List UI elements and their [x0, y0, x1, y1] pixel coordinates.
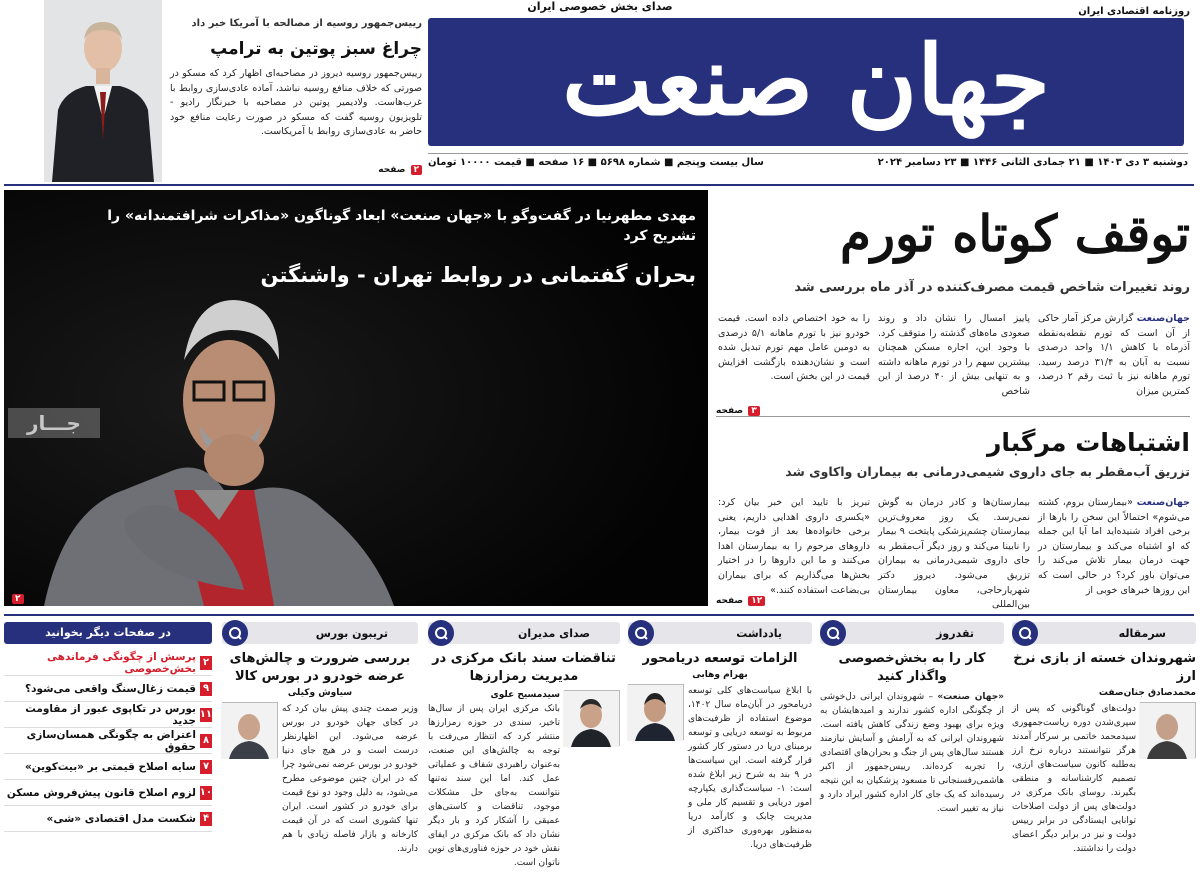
issue-number: سال بیست وپنجم ■ شماره ۵۶۹۸ ■ ۱۶ صفحه ■ قیمت ۱۰۰۰۰ تومان — [428, 157, 764, 168]
note-body: با ابلاغ سیاست‌های کلی توسعه دریامحور در آبان‌ماه سال ۱۴۰۲، موضوع استفاده از ظرفیت‌های مربوط به توسعه دریایی و توسعه برمبنای دریا در دستور کار کشور قرار گرفته است. این سیاست‌ها در ۹ بند به شرح زیر ابلاغ شده است: ۱- سیاست‌گذاری یکپارچه امور دریایی و تقسیم کار ملی و مدیریت چابک و کارآمد دریا به‌منظور بهره‌وری حداکثری از ظرفیت‌های دریا. — [688, 686, 812, 850]
other-pages-item[interactable] — [4, 806, 212, 832]
putin-kicker: رییس‌جمهور روسیه از مصالحه با آمریکا خبر داد — [191, 18, 422, 29]
inflation-col-1-text: گزارش مرکز آمار حاکی از آن است که تورم نقطه‌به‌نقطه آذرماه با کاهش ۱/۱ واحد درصدی نسبت به آبان به ۳۱/۴ درصد رسید. تورم ماهانه نیز با ثبت رقم ۲ درصد، کمترین میزان — [1038, 313, 1190, 397]
putin-photo — [44, 0, 162, 182]
interview-page-ref — [12, 586, 24, 605]
editorial-section-label: سرمقاله — [1118, 626, 1166, 640]
mic-icon — [1012, 620, 1038, 646]
other-pages-item-text: لزوم اصلاح قانون پیش‌فروش مسکن — [6, 786, 196, 799]
editorial-section-head — [1012, 622, 1196, 644]
daily-lead: «جهان صنعت» — [937, 692, 1004, 702]
other-pages-item-page: ۷ — [200, 760, 212, 774]
chemo-subhead: تزریق آب‌مقطر به جای داروی شیمی‌درمانی به بیماران واکاوی شد — [785, 464, 1190, 479]
other-pages-title: در صفحات دیگر بخوانید — [4, 622, 212, 644]
mic-icon — [820, 620, 846, 646]
note-headline[interactable]: الزامات توسعه دریامحور — [642, 651, 798, 666]
other-pages-item[interactable] — [4, 728, 212, 754]
other-pages-item-page: ۲ — [200, 656, 212, 670]
daily-column — [820, 622, 1004, 860]
note-author: بهرام وهابی — [692, 670, 748, 680]
other-pages-item-page: ۸ — [200, 734, 212, 748]
daily-body-block — [820, 690, 1004, 860]
issue-date: دوشنبه ۳ دی ۱۴۰۳ ■ ۲۱ جمادی الثانی ۱۴۴۶ ■ ۲۳ دسامبر ۲۰۲۴ — [877, 157, 1188, 168]
inflation-page-ref — [716, 398, 760, 417]
inflation-page-num: ۳ — [748, 406, 760, 416]
chemo-headline[interactable]: اشتباهات مرگبار — [986, 428, 1190, 457]
editorial-author: محمدصادق جنان‌صفت — [1098, 688, 1196, 698]
bottom-divider — [4, 614, 1194, 616]
other-pages-item-text: بورس در تکاپوی عبور از مقاومت جدید — [25, 702, 196, 727]
other-pages-item[interactable] — [4, 702, 212, 728]
other-pages-item[interactable] — [4, 676, 212, 702]
managers-body: بانک مرکزی ایران پس از سال‌ها تاخیر، سندی در حوزه رمزارزها منتشر کرد که انتظار می‌رفت با توجه به چالش‌های این صنعت، به‌عنوان راهبردی شفاف و عملیاتی عمل کند. اما این سند نه‌تنها نتوانست به‌جای حل مشکلات موجود، تناقضات و کاستی‌های عمیقی را آشکار کرد و بار دیگر نشان داد که بانک مرکزی در ایفای نقش خود در حوزه فناوری‌های نوین ناتوان است. — [428, 704, 560, 868]
note-section-head — [628, 622, 812, 644]
chemo-col-1-text: «بیمارستان بروم، کشته می‌شوم» احتمالاً این سخن را بارها از برخی افراد شنیده‌اید اما آیا این جمله که او اشتباه می‌کند و بیمارستان در جهت درمان بیمار تلاش می‌کند را می‌توان باور کرد؟ در حالی است که این روزها خبرهای خوبی از — [1038, 497, 1190, 596]
putin-body: رییس‌جمهور روسیه دیروز در مصاحبه‌ای اظهار کرد که مسکو در صورتی که خلاف منافع روسیه نباشد، آماده عادی‌سازی روابط با غرب‌هاست. ولادیمیر پوتین در مصاحبه با خبرنگار رادیو - تلویزیون روسیه گفت که مسکو در صورت رعایت منافع خود حاضر به عادی‌سازی روابط با آمریکاست. — [170, 68, 422, 138]
story-divider — [716, 416, 1190, 417]
mic-icon — [628, 620, 654, 646]
editorial-author-photo — [1140, 702, 1196, 758]
masthead-tagline: صدای بخش خصوصی ایران — [527, 0, 673, 13]
other-pages-item[interactable] — [4, 754, 212, 780]
chemo-col-1 — [1038, 496, 1190, 596]
header-divider — [4, 184, 1194, 186]
daily-headline[interactable]: کار را به بخش‌خصوصی واگذار کنید — [838, 651, 986, 684]
inflation-columns — [716, 312, 1190, 397]
daily-section-head — [820, 622, 1004, 644]
bourse-column — [222, 622, 418, 852]
inflation-headline[interactable]: توقف کوتاه تورم — [839, 204, 1190, 263]
inflation-source: جهان‌صنعت — [1136, 313, 1190, 324]
other-pages-list — [4, 650, 212, 832]
putin-page-ref — [170, 157, 422, 176]
editorial-column — [1012, 622, 1196, 872]
inflation-story — [716, 196, 1190, 295]
chemo-source: جهان‌صنعت — [1136, 497, 1190, 508]
managers-section-label: صدای مدیران — [518, 626, 590, 640]
bourse-author: سیاوش وکیلی — [287, 688, 353, 698]
inflation-subhead: روند تغییرات شاخص قیمت مصرف‌کننده در آذر ماه بررسی شد — [794, 280, 1190, 295]
note-section-label: یادداشت — [736, 626, 782, 640]
putin-story — [170, 16, 422, 176]
interview-photo — [4, 190, 708, 606]
mic-icon — [428, 620, 454, 646]
daily-section-label: تقدروز — [936, 626, 974, 640]
masthead — [428, 18, 1184, 146]
inflation-col-3: را به خود اختصاص داده است. قیمت خودرو نیز با تورم ماهانه ۵/۱ درصدی به دومین عامل مهم تورم تبدیل شده است و نشان‌دهنده بازگشت افزایش قیمت در این بخش است. — [718, 313, 870, 383]
managers-column — [428, 622, 620, 868]
issue-info — [428, 153, 1188, 168]
editorial-headline[interactable]: شهروندان خسته از بازی نرخ ارز — [1013, 651, 1196, 684]
other-pages-item[interactable] — [4, 780, 212, 806]
managers-section-head — [428, 622, 620, 644]
other-pages-item-text: شکست مدل اقتصادی «شی» — [46, 812, 196, 825]
bourse-headline[interactable]: بررسی ضرورت و چالش‌های عرضه خودرو در بورس کالا — [229, 651, 411, 684]
bourse-author-photo — [222, 702, 278, 758]
note-column — [628, 622, 812, 854]
other-pages-item-page: ۱۰ — [199, 786, 212, 798]
managers-headline[interactable]: تناقضات سند بانک مرکزی در مدیریت رمزارزها — [432, 651, 616, 684]
chemo-col-2: بیمارستان‌ها و کادر درمان به گوش نمی‌رسد. یک روز معروف‌ترین بیمارستان چشم‌پزشکی پایتخت ۹ بیمار را نابینا می‌کند و روز دیگر آب‌مقطر به جای داروی شیمی‌درمانی به بیماران تزریق می‌شود. دیروز دکتر شهریارحاجی، معاون بیمارستان بین‌المللی — [878, 497, 1030, 611]
inflation-col-1 — [1038, 312, 1190, 397]
note-author-photo — [628, 684, 684, 740]
chemo-page-ref — [716, 588, 765, 607]
other-pages-item-page: ۱۱ — [199, 708, 212, 720]
putin-page-num: ۲ — [411, 165, 423, 175]
managers-author-photo — [564, 690, 620, 746]
other-pages-item-text: قیمت زغال‌سنگ واقعی می‌شود؟ — [25, 682, 196, 695]
putin-page-label: صفحه — [378, 165, 406, 175]
managers-author: سیدمسیح علوی — [490, 690, 560, 700]
mic-icon — [222, 620, 248, 646]
other-pages-box — [4, 622, 212, 832]
watermark: جـــار — [8, 408, 100, 438]
chemo-page-label: صفحه — [716, 596, 744, 606]
other-pages-item-page: ۴ — [200, 812, 212, 826]
bourse-section-head — [222, 622, 418, 644]
chemo-page-num: ۱۲ — [748, 596, 765, 606]
interview-story — [96, 206, 696, 290]
interview-page-num: ۲ — [12, 594, 24, 604]
bourse-section-label: تریبون بورس — [315, 626, 388, 640]
other-pages-item-text: اعتراض به چگونگی همسان‌سازی حقوق — [26, 728, 196, 753]
chemo-col-3: تبریز با تایید این خبر بیان کرد: «یکسری داروی اهدایی داریم، یعنی برخی خانواده‌ها بعد از فوت بیمار، داروهای مرحوم را به بیمارستان اهدا می‌کنند و ما این داروها را در اختیار بخش‌ها می‌گذاریم که برای بیماران بی‌بضاعت استفاده کنند.» — [718, 497, 870, 596]
editorial-body: دولت‌های گوناگونی که پس از سپری‌شدن دوره ریاست‌جمهوری سیدمحمد خاتمی بر سرکار آمدند هرگز نتوانستند درباره نرخ ارز به‌طلبه کانون سیاست‌های ارزی، تصمیم کارشناسانه و منطقی بگیرند. روسای بانک مرکزی در دولت‌های پس از دولت اصلاحات توانایی ایستادگی در برابر رییس دولت و نیز در برابر دیگر اعضای دولت را نداشتند. — [1012, 704, 1136, 854]
chemo-story — [716, 424, 1190, 479]
other-pages-item[interactable] — [4, 650, 212, 676]
putin-headline[interactable]: چراغ سبز پوتین به ترامپ — [210, 39, 422, 59]
masthead-subtitle: روزنامه اقتصادی ایران — [1078, 6, 1190, 17]
newspaper-title: جهان صنعت — [562, 24, 1050, 137]
daily-body: – شهروندان ایرانی دل‌خوشی از چگونگی اداره کشور ندارند و امیدهایشان به ویژه برای بهبود وضع زندگی کاهش یافته است. شهروندان ایرانی که به آرامش و آسایش نیازمند هستند سال‌های پس از جنگ و بحران‌های اقتصادی را تجربه کرده‌اند. رییس‌جمهور از اکبر هاشمی‌رفسنجانی تا مسعود پزشکیان به این نتیجه رسیده‌اند که یک جای کار اداره کشور ایراد دارد و نیاز به تغییر است. — [820, 692, 1004, 814]
inflation-col-2: پاییز امسال را نشان داد و روند صعودی ماه‌های گذشته را متوقف کرد. با وجود این، اجاره مسکن همچنان بیشترین سهم را در تورم ماهانه داشته و به تنهایی بیش از ۴۰ درصد از این شاخص — [878, 313, 1030, 397]
other-pages-item-text: سایه اصلاح قیمتی بر «بیت‌کوین» — [24, 760, 196, 773]
inflation-page-label: صفحه — [716, 406, 744, 416]
interview-headline[interactable]: بحران گفتمانی در روابط تهران - واشنگتن — [260, 263, 696, 287]
other-pages-item-page: ۹ — [200, 682, 212, 696]
bourse-body: وزیر صمت چندی پیش بیان کرد که در کجای جهان خودرو در بورس عرضه می‌شود. این اظهارنظر درست است و در هیچ جای دنیا خودرو در بورس عرضه نمی‌شود چرا که در ایران چنین موضوعی مطرح می‌شود، به دلیل وجود دو نوع قیمت برای خودرو در کشور است. ایران تنها کشوری است که در آن قیمت کارخانه و بازار فاصله زیادی با هم دارند. — [282, 704, 418, 854]
other-pages-item-text: پرسش از چگونگی فرماندهی بخش‌خصوصی — [47, 650, 196, 675]
interview-kicker: مهدی مطهرنیا در گفت‌وگو با «جهان صنعت» ابعاد گوناگون «مذاکرات شرافتمندانه» را تشریح کرد — [107, 208, 696, 244]
